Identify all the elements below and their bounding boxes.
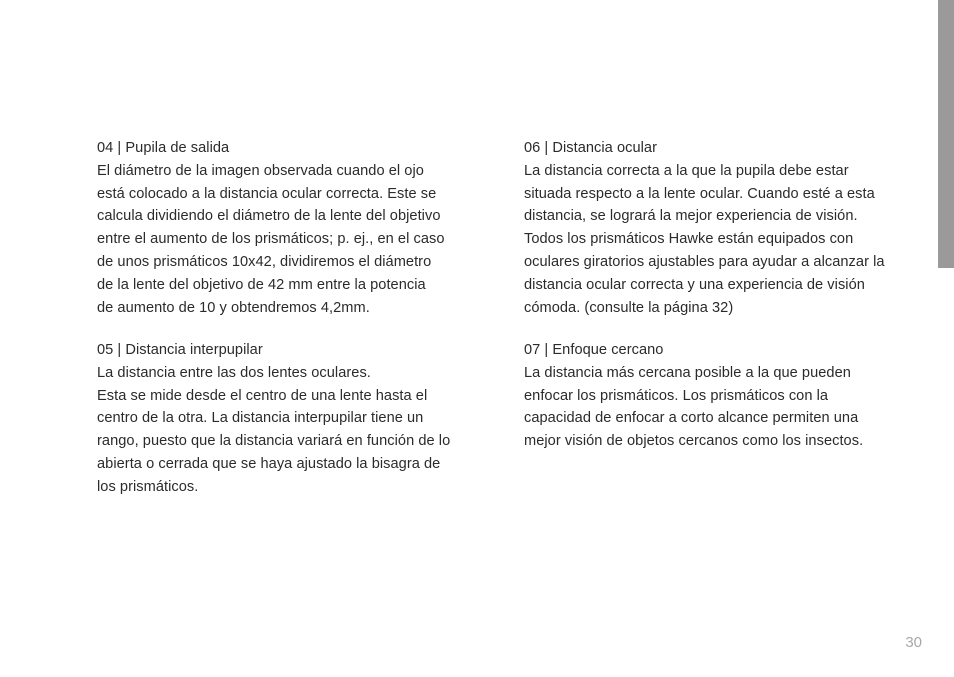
left-column (97, 137, 497, 518)
section-heading: 07 | Enfoque cercano (524, 341, 664, 358)
body-line: La distancia más cercana posible a la que pueden (524, 364, 851, 381)
section-close-focus (524, 339, 924, 453)
section-heading: 05 | Distancia interpupilar (97, 341, 263, 358)
body-line: entre el aumento de los prismáticos; p. ej., en el caso (97, 231, 445, 248)
body-line: La distancia correcta a la que la pupila debe estar (524, 162, 849, 179)
body-line: de la lente del objetivo de 42 mm entre la potencia (97, 276, 426, 293)
body-line: abierta o cerrada que se haya ajustado la bisagra de (97, 455, 441, 472)
right-column (524, 137, 924, 473)
body-line: de aumento de 10 y obtendremos 4,2mm. (97, 299, 370, 316)
body-line: los prismáticos. (97, 478, 199, 495)
section-heading: 06 | Distancia ocular (524, 140, 658, 156)
body-line: mejor visión de objetos cercanos como los insectos. (524, 433, 864, 450)
section-side-tab (938, 0, 954, 268)
body-line: enfocar los prismáticos. Los prismáticos con la (524, 387, 829, 404)
page-number: 30 (905, 634, 922, 651)
section-exit-pupil (97, 137, 497, 319)
body-line: centro de la otra. La distancia interpupilar tiene un (97, 410, 424, 427)
body-line: distancia, se logrará la mejor experiencia de visión. (524, 208, 858, 225)
body-line: oculares giratorios ajustables para ayudar a alcanzar la (524, 253, 885, 270)
section-interpupillary-distance (97, 339, 497, 499)
body-line: está colocado a la distancia ocular correcta. Este se (97, 185, 437, 202)
body-line: capacidad de enfocar a corto alcance permiten una (524, 410, 859, 427)
body-line: situada respecto a la lente ocular. Cuando esté a esta (524, 185, 875, 202)
body-line: El diámetro de la imagen observada cuando el ojo (97, 162, 424, 179)
section-eye-relief (524, 137, 924, 319)
body-line: de unos prismáticos 10x42, dividiremos el diámetro (97, 253, 432, 270)
body-line: Todos los prismáticos Hawke están equipados con (524, 231, 854, 248)
section-heading: 04 | Pupila de salida (97, 140, 230, 156)
body-line: rango, puesto que la distancia variará en función de lo (97, 433, 451, 450)
body-line: calcula dividiendo el diámetro de la lente del objetivo (97, 208, 441, 225)
body-line: La distancia entre las dos lentes oculares. (97, 364, 371, 381)
body-line: Esta se mide desde el centro de una lente hasta el (97, 387, 428, 404)
body-line: cómoda. (consulte la página 32) (524, 299, 734, 316)
body-line: distancia ocular correcta y una experiencia de visión (524, 276, 865, 293)
